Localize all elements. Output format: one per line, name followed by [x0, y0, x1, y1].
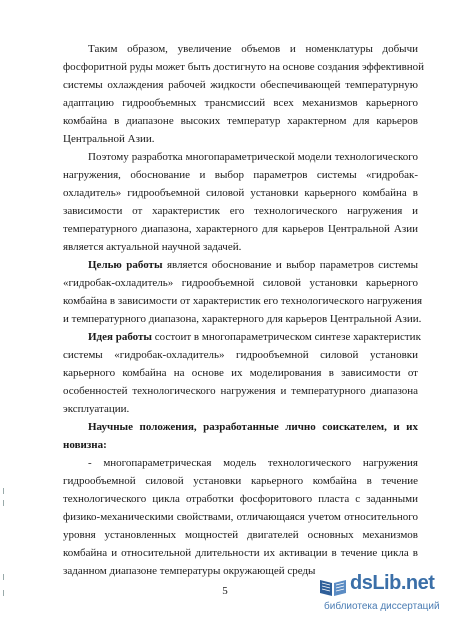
text-line: комбайна в зависимости от характеристик его технологического нагружения — [63, 295, 423, 307]
watermark-logo[interactable] — [318, 568, 448, 616]
book-logo-icon — [318, 576, 348, 598]
text-line: зависимости от характеристик его технологического нагружения и — [63, 205, 418, 217]
scan-mark — [3, 574, 4, 580]
text-line: фосфоритной руды может быть достигнуто на основе создания эффективной — [63, 61, 425, 73]
text-line: Центральной Азии. — [63, 133, 155, 145]
text-line: комбайна и относительной длительности их активации в течение цикла в — [63, 547, 418, 559]
watermark-tagline: библиотека диссертаций — [324, 601, 440, 612]
text-line: карьерного комбайна на основе их моделирования в зависимости от — [63, 367, 418, 379]
text-line: нагружения, обоснование и выбор параметров системы «гидробак- — [63, 169, 418, 181]
scan-mark — [3, 500, 4, 506]
text-line: Таким образом, увеличение объемов и номенклатуры добычи — [88, 43, 418, 55]
idea-lead: Идея работы — [88, 331, 153, 343]
text-line: гидрообъемной силовой установки карьерного комбайна в течение — [63, 475, 418, 487]
scan-mark — [3, 488, 4, 494]
text-line: системы охлаждения рабочей жидкости обеспечивающей температурную — [63, 79, 418, 91]
goal-lead: Целью работы — [88, 259, 163, 271]
text-line: заданном диапазоне температуры окружающей среды — [63, 565, 316, 577]
page-number: 5 — [222, 585, 228, 597]
text-line: комбайна в диапазоне высоких температур характерном для карьеров — [63, 115, 418, 127]
watermark-brand: dsLib.net — [350, 572, 435, 594]
text-line: является актуальной научной задачей. — [63, 241, 242, 253]
text-line: физико-механическими свойствами, отличающаяся учетом относительного — [63, 511, 418, 523]
scan-mark — [3, 590, 4, 596]
text-line: адаптацию гидрообъемных трансмиссий всех механизмов карьерного — [63, 97, 418, 109]
text-line: Целью работы является обоснование и выбор параметров системы — [88, 259, 418, 271]
text-line: системы «гидробак-охладитель» гидрообъемной силовой установки — [63, 349, 418, 361]
text-line: Поэтому разработка многопараметрической модели технологического — [88, 151, 418, 163]
text-line: температурного диапазона, характерного для карьеров Центральной Азии — [63, 223, 418, 235]
text-line: эксплуатации. — [63, 403, 130, 415]
section-heading: Научные положения, разработанные лично соискателем, и их — [88, 421, 418, 433]
section-heading: новизна: — [63, 439, 107, 451]
text-line: особенностей технологического нагружения и температурного диапазона — [63, 385, 418, 397]
text-line: технологического цикла отработки фосфоритового пласта с заданными — [63, 493, 418, 505]
text-line: уровня установленных мощностей двигателей основных механизмов — [63, 529, 418, 541]
text-line: и температурного диапазона, характерного для карьеров Центральной Азии. — [63, 313, 422, 325]
text-line: - многопараметрическая модель технологического нагружения — [88, 457, 418, 469]
text-line: Идея работы состоит в многопараметрическом синтезе характеристик — [88, 331, 421, 343]
text-line: охладитель» гидрообъемной силовой установки карьерного комбайна в — [63, 187, 418, 199]
text-line: «гидробак-охладитель» гидрообъемной силовой установки карьерного — [63, 277, 418, 289]
